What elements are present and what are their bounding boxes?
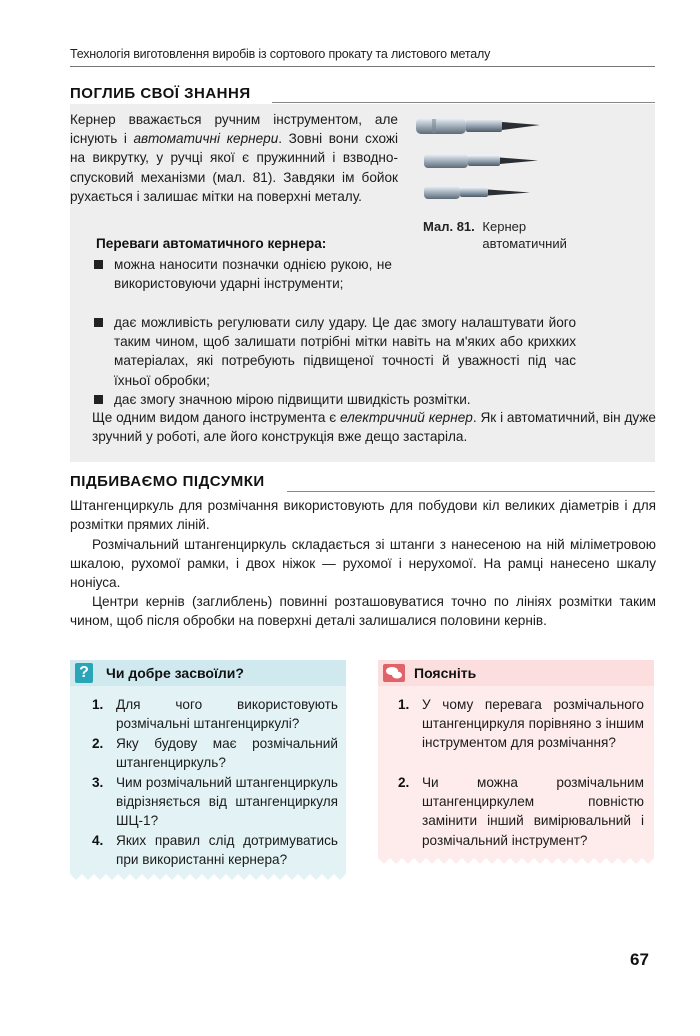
figure-label: Мал. 81. [423,219,475,234]
deepen-intro-emphasis: автоматичні кернери [133,131,279,147]
explain-q1-number: 1. [398,697,410,712]
header-rule [70,66,655,67]
deepen-outro-part2: . Як і автоматичний, він дуже зручний у роботі, але його конструкція вже дещо застаріла. [92,410,656,445]
check-q1-number: 1. [92,697,104,712]
summary-title-rule [287,491,655,492]
running-head: Технологія виготовлення виробів із сортового прокату та листового металу [70,47,491,61]
punch-medium [424,154,538,168]
deepen-title-rule [272,102,655,103]
deepen-outro [92,408,656,446]
deepen-outro-emphasis: електричний кернер [340,410,473,425]
center-punch-figure [410,110,560,210]
explain-box [378,660,654,866]
check-title: Чи добре засвоїли? [106,665,244,681]
check-q4-number: 4. [92,833,104,848]
check-q1: Для чого використовують розмічальні штангенциркулі? [116,697,338,732]
explain-title: Поясніть [414,665,477,681]
explain-q2: Чи можна розмічальним штангенциркулем повністю замінити інший вимірювальний і розмічальний інструмент? [422,775,644,848]
speech-bubbles-icon [383,664,405,682]
deepen-intro [70,110,398,206]
punch-large [416,118,540,134]
page-number: 67 [630,950,649,969]
check-q3: Чим розмічальний штангенциркуль відрізняється від штангенциркуля ШЦ-1? [116,775,338,829]
summary-paragraph: Розмічальний штангенциркуль складається зі штанги з нанесеною на ній міліметровою шкалою, рухомої рамки, і двох ніжок — рухомої і нерухомої. На рамці нанесено шкалу ноніуса. [70,537,656,591]
summary-paragraph: Штангенциркуль для розмічання використовують для побудови кіл великих діаметрів і для розмітки прямих ліній. [70,498,656,533]
check-q4: Яких правил слід дотримуватись при використанні кернера? [116,833,338,868]
explain-q1: У чому перевага розмічального штангенциркуля порівняно з іншим інструментом для розмічання? [422,697,644,751]
advantages-list-wide [92,313,576,409]
check-q2-number: 2. [92,736,104,751]
check-q3-number: 3. [92,775,104,790]
summary-title: ПІДБИВАЄМО ПІДСУМКИ [70,473,265,490]
explain-header [378,660,654,686]
check-header [70,660,346,686]
advantages-list [92,255,392,293]
figure-caption [423,218,610,252]
advantage-item: дає змогу значною мірою підвищити швидкість розмітки. [92,390,576,409]
deepen-title: ПОГЛИБ СВОЇ ЗНАННЯ [70,85,251,102]
advantage-item: можна наносити позначки однією рукою, не використовуючи ударні інструменти; [92,255,392,293]
explain-q2-number: 2. [398,775,410,790]
check-box [70,660,346,882]
deepen-outro-part1: Ще одним видом даного інструмента є [92,410,341,425]
summary-paragraph: Центри кернів (заглиблень) повинні розташовуватися точно по лініях розмітки таким чином, щоб після обробки на поверхні деталі залишалися половини кернів. [70,594,656,629]
check-q2: Яку будову має розмічальний штангенциркуль? [116,736,338,771]
advantages-title: Переваги автоматичного кернера: [96,236,327,251]
figure-caption-text: Кернер автоматичний [482,219,567,251]
deepen-intro-part2: . Зовні вони схожі на викрутку, у ручці якої є пружинний і взводно-спусковий механізми (мал. 81). Завдяки ім бойок рухається і залишає мітки на поверхні металу. [70,131,398,204]
deepen-intro-part1: Кернер вважається ручним інструментом, але існують і [70,112,398,147]
advantage-item: дає можливість регулювати силу удару. Це дає змогу налаштувати його таким чином, щоб залишати потрібні мітки навіть на м'яких або крихких матеріалах, які потребують підвищеної точності й уважності під час їхньої обробки; [92,313,576,390]
punch-small [424,186,530,199]
question-mark-icon: ? [75,663,93,683]
